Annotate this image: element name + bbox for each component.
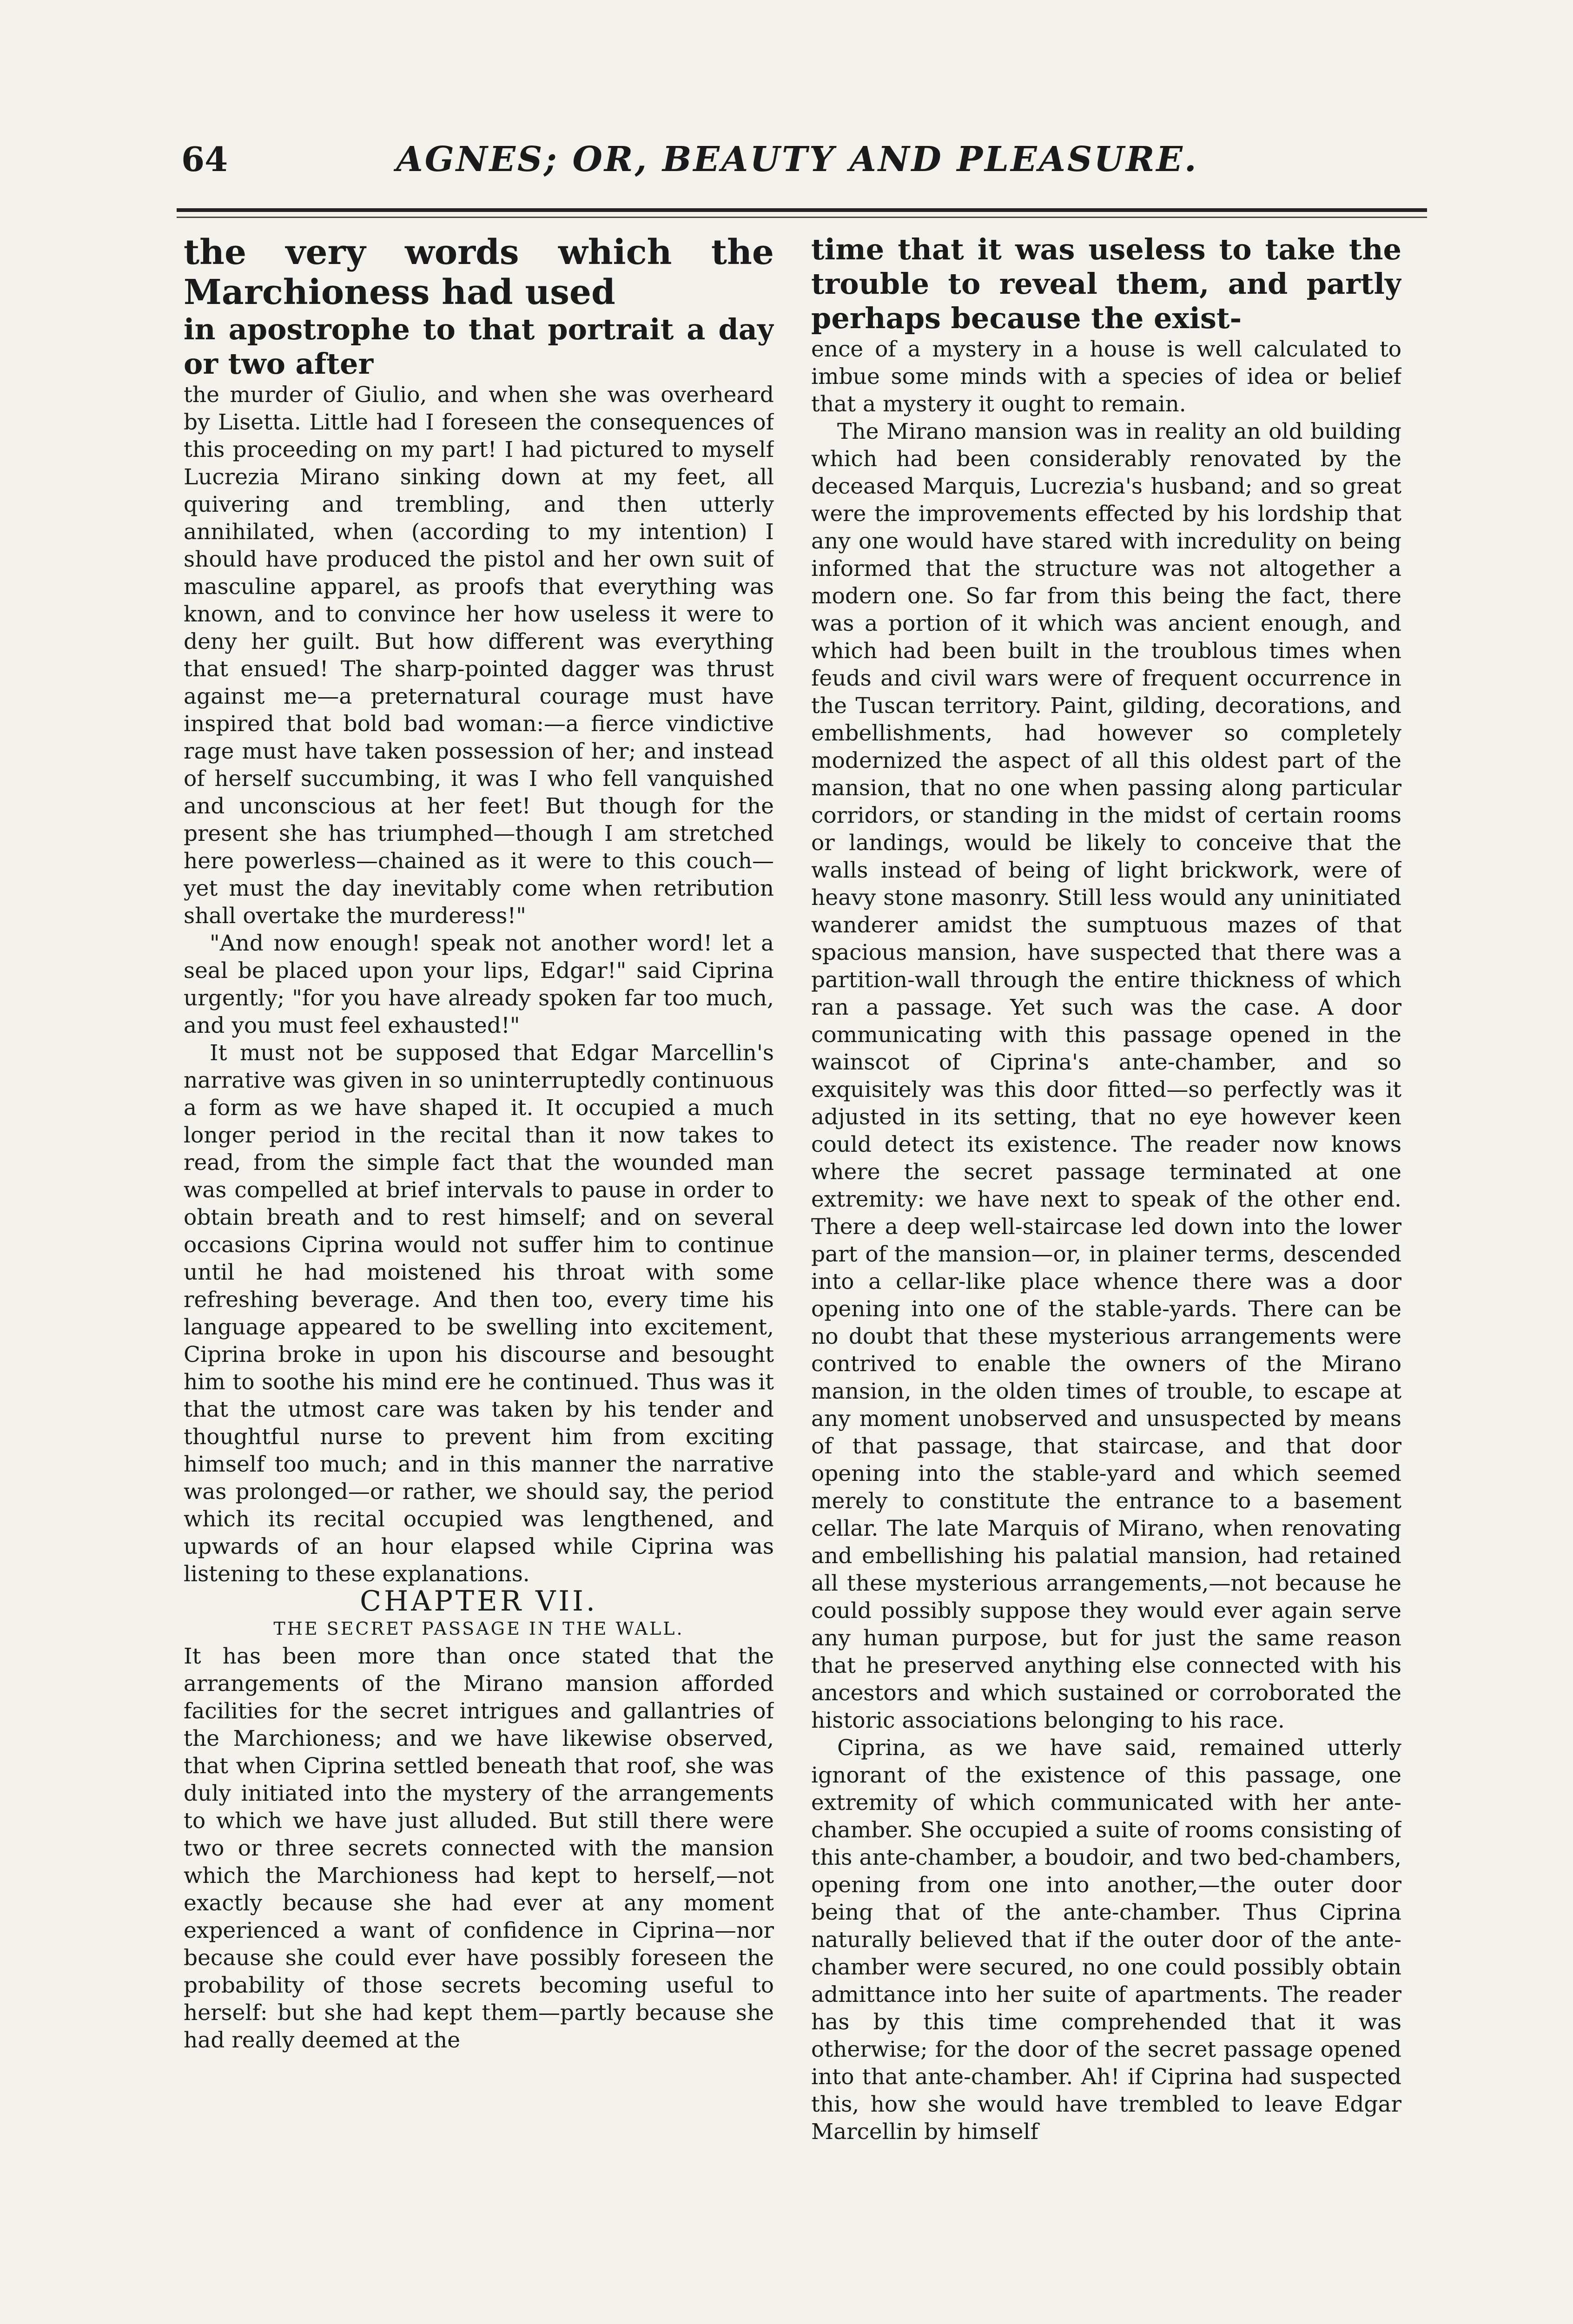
paragraph: the murder of Giulio, and when she was overheard by Lisetta. Little had I foreseen the consequences of this proceeding on my part! I had pictured to myself Lucrezia Mirano sinking down at my feet, all quivering and trembling, and then utterly annihilated, when (according to my intention) I should have produced the pistol and her own suit of masculine apparel, as proofs that everything was known, and to convince her how useless it were to deny her guilt. But how different was everything that ensued! The sharp-pointed dagger was thrust against me—a preternatural courage must have inspired that bold bad woman:—a fierce vindictive rage must have taken possession of her; and instead of herself succumbing, it was I who fell vanquished and unconscious at her feet! But though for the present she has triumphed—though I am stretched here powerless—chained as it were to this couch—yet must the day inevitably come when retribution shall overtake the murderess!" (184, 382, 774, 929)
paragraph: Ciprina, as we have said, remained utterly ignorant of the existence of this passage, one extremity of which communicated with her ante-chamber. She occupied a suite of rooms consisting of this ante-chamber, a boudoir, and two bed-chambers, opening from one into another,—the outer door being that of the ante-chamber. Thus Ciprina naturally believed that if the outer door of the ante-chamber were secured, no one could possibly obtain admittance into her suite of apartments. The reader has by this time comprehended that it was otherwise; for the door of the secret passage opened into that ante-chamber. Ah! if Ciprina had suspected this, how she would have trembled to leave Edgar Marcellin by himself (811, 1735, 1401, 2145)
paragraph: "And now enough! speak not another word! let a seal be placed upon your lips, Edgar!" said Ciprina urgently; "for you have already spoken far too much, and you must feel exhausted!" (184, 931, 774, 1038)
lead-line: the very words which the Marchioness had used (184, 232, 774, 312)
chapter-subtitle: THE SECRET PASSAGE IN THE WALL. (273, 1618, 684, 1639)
chapter-title: CHAPTER VII. (360, 1585, 598, 1618)
left-column (184, 232, 774, 2324)
paragraph: The Mirano mansion was in reality an old building which had been considerably renovated by the deceased Marquis, Lucrezia's husband; and so great were the improvements effected by his lordship that any one would have stared with incredulity on being informed that the structure was not altogether a modern one. So far from this being the fact, there was a portion of it which was ancient enough, and which had been built in the troublous times when feuds and civil wars were of frequent occurrence in the Tuscan territory. Paint, gilding, decorations, and embellishments, had however so completely modernized the aspect of all this oldest part of the mansion, that no one when passing along particular corridors, or standing in the midst of certain rooms or landings, would be likely to conceive that the walls instead of being of light brickwork, were of heavy stone masonry. Still less would any uninitiated wanderer amidst the sumptuous mazes of that spacious mansion, have suspected that there was a partition-wall through the entire thickness of which ran a passage. Yet such was the case. A door communicating with this passage opened in the wainscot of Ciprina's ante-chamber, and so exquisitely was this door fitted—so perfectly was it adjusted in its setting, that no eye however keen could detect its existence. The reader now knows where the secret passage terminated at one extremity: we have next to speak of the other end. There a deep well-staircase led down into the lower part of the mansion—or, in plainer terms, descended into a cellar-like place whence there was a door opening into one of the stable-yards. There can be no doubt that these mysterious arrangements were contrived to enable the owners of the Mirano mansion, in the olden times of trouble, to escape at any moment unobserved and unsuspected by means of that passage, that staircase, and that door opening into the stable-yard and which seemed merely to constitute the entrance to a basement cellar. The late Marquis of Mirano, when renovating and embellishing his palatial mansion, had retained all these mysterious arrangements,—not because he could possibly suppose they would ever again serve any human purpose, but for just the same reason that he preserved anything else connected with his ancestors and which sustained or corroborated the historic associations belonging to his race. (811, 419, 1401, 1733)
paragraph: It has been more than once stated that the arrangements of the Mirano mansion afforded facilities for the secret intrigues and gallantries of the Marchioness; and we have likewise observed, that when Ciprina settled beneath that roof, she was duly initiated into the mystery of the arrangements to which we have just alluded. But still there were two or three secrets connected with the mansion which the Marchioness had kept to herself,—not exactly because she had ever at any moment experienced a want of confidence in Ciprina—nor because she could ever have possibly foreseen the probability of those secrets becoming useful to herself: but she had kept them—partly because she had really deemed at the (184, 1644, 774, 2053)
header-rule-thin (177, 217, 1427, 218)
right-column (811, 232, 1401, 2324)
paragraph: It must not be supposed that Edgar Marcellin's narrative was given in so uninterruptedly continuous a form as we have shaped it. It occupied a much longer period in the recital than it now takes to read, from the simple fact that the wounded man was compelled at brief intervals to pause in order to obtain breath and to rest himself; and on several occasions Ciprina would not suffer him to continue until he had moistened his throat with some refreshing beverage. And then too, every time his language appeared to be swelling into excitement, Ciprina broke in upon his discourse and besought him to soothe his mind ere he continued. Thus was it that the utmost care was taken by his tender and thoughtful nurse to prevent him from exciting himself too much; and in this manner the narrative was prolonged—or rather, we should say, the period which its recital occupied was lengthened, and upwards of an hour elapsed while Ciprina was listening to these explanations. (184, 1040, 774, 1587)
header-rule (177, 208, 1427, 212)
paragraph: ence of a mystery in a house is well calculated to imbue some minds with a species of idea or belief that a mystery it ought to remain. (811, 337, 1401, 417)
page-header (181, 130, 1413, 195)
lead-line: time that it was useless to take the trouble to reveal them, and partly perhaps because the exist- (811, 232, 1401, 335)
lead-line-2: in apostrophe to that portrait a day or two after (184, 312, 774, 381)
page-number: 64 (181, 139, 228, 179)
running-title: AGNES; OR, BEAUTY AND PLEASURE. (396, 139, 1198, 179)
